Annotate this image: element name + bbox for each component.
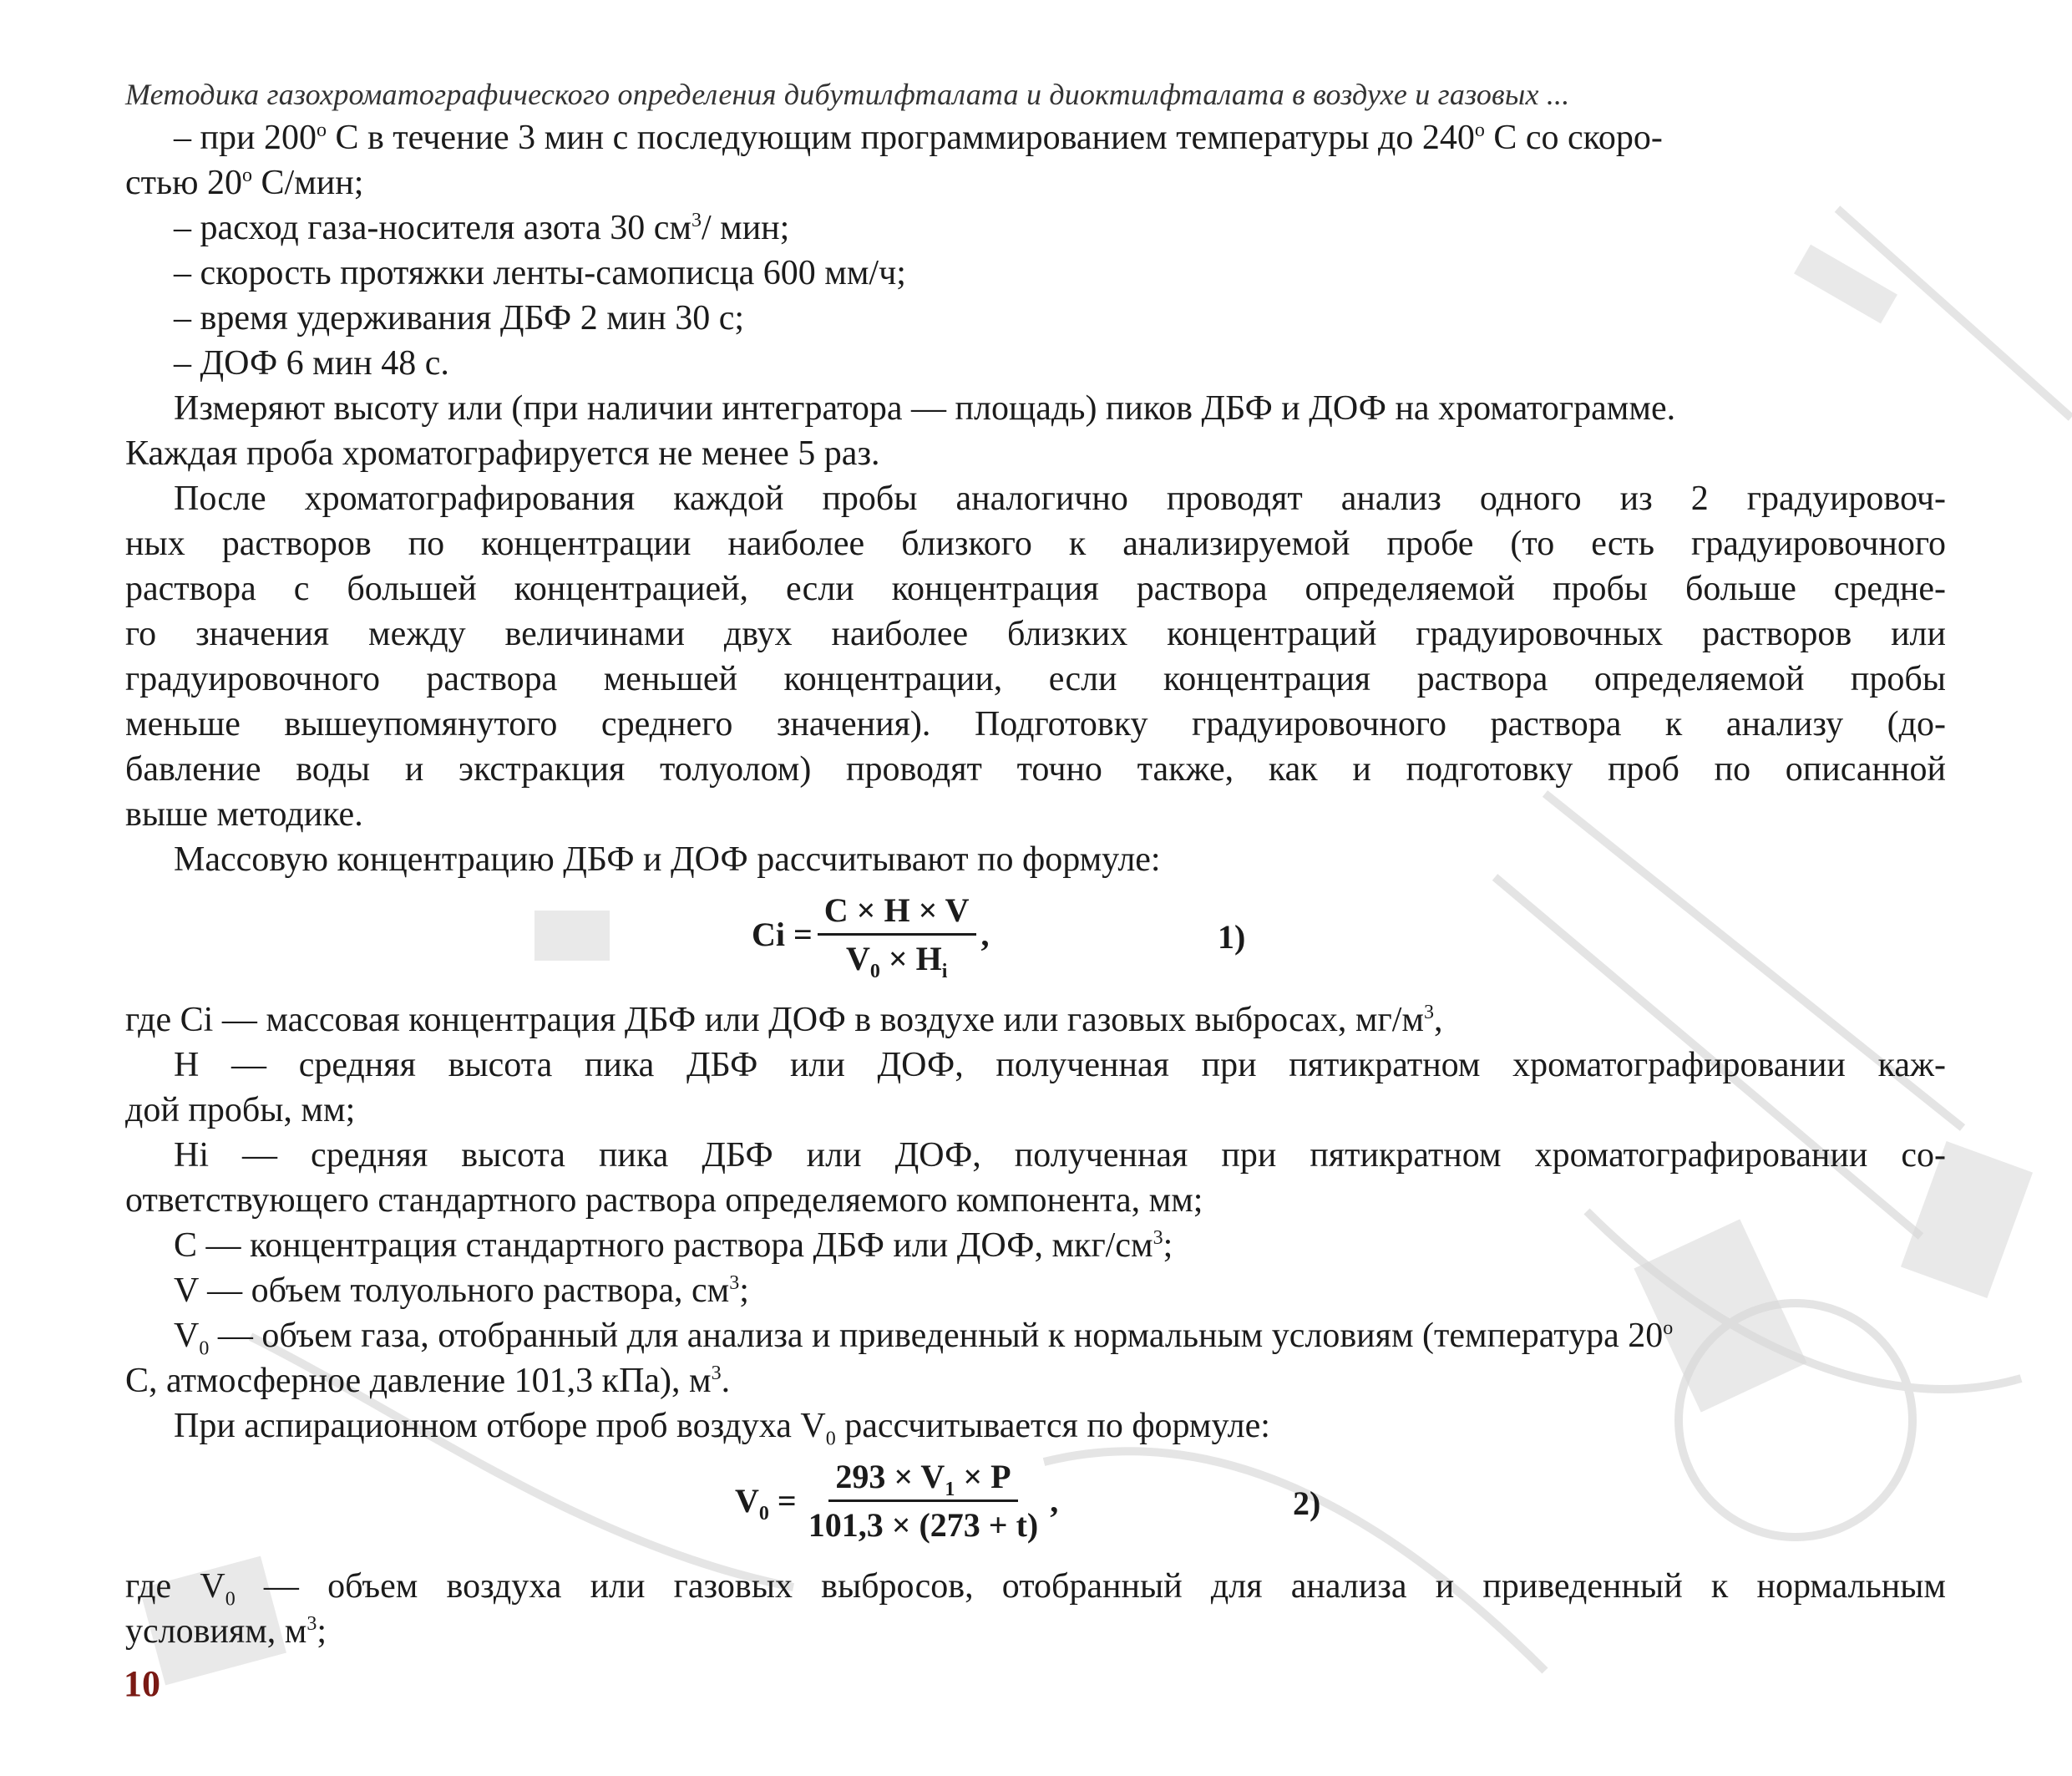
def-ci: где Ci — массовая концентрация ДБФ или ДОФ в воздухе или газовых выбросах, $мг/м^3$, bbox=[125, 1001, 1443, 1039]
formula-2-numerator: $293 \times V_1 \times P$ bbox=[828, 1457, 1017, 1502]
measure-paragraph-line-1: Измеряют высоту или (при наличии интегратора — площадь) пиков ДБФ и ДОФ на хроматограмме. bbox=[174, 389, 1676, 428]
def-v: V — объем толуольного раствора, $см^3$; bbox=[174, 1271, 749, 1310]
condition-temperature-line-1: – при 200$^o$ С в течение 3 мин с последующим программированием температуры до 240$^o$ С со скоро- bbox=[174, 119, 1663, 157]
formula-2-lhs: $V_0$ = bbox=[735, 1482, 797, 1525]
calibration-paragraph-line-1: После хроматографирования каждой пробы аналогично проводят анализ одного из 2 градуировоч- bbox=[174, 480, 1946, 518]
calibration-paragraph-line-3: раствора с большей концентрацией, если концентрация раствора определяемой пробы больше средне- bbox=[125, 570, 1946, 608]
final-def-line-1: где $V_0$ — объем воздуха или газовых выбросов, отобранный для анализа и приведенный к нормальным bbox=[125, 1567, 1946, 1611]
formula-2-fraction bbox=[802, 1457, 1046, 1545]
formula-1 bbox=[125, 885, 1946, 994]
formula-2-comma: , bbox=[1050, 1482, 1059, 1520]
def-hi-line-2: ответствующего стандартного раствора определяемого компонента, мм; bbox=[125, 1181, 1203, 1220]
formula-2-denominator: 101,3 × (273 + t) bbox=[808, 1506, 1039, 1544]
def-h-line-1: Н — средняя высота пика ДБФ или ДОФ, полученная при пятикратном хроматографировании каж- bbox=[174, 1046, 1946, 1084]
page-number: 10 bbox=[124, 1663, 160, 1704]
running-header: Методика газохроматографического определения дибутилфталата и диоктилфталата в воздухе и газовых ... bbox=[125, 78, 1570, 111]
measure-paragraph-line-2: Каждая проба хроматографируется не менее 5 раз. bbox=[125, 434, 880, 473]
formula-2-expression bbox=[735, 1457, 1058, 1545]
condition-temperature-line-2: стью 20$^o$ С/мин; bbox=[125, 164, 364, 202]
calibration-paragraph-line-5: градуировочного раствора меньшей концентрации, если концентрация раствора определяемой пробы bbox=[125, 660, 1946, 698]
def-hi-line-1: Hi — средняя высота пика ДБФ или ДОФ, полученная при пятикратном хроматографировании со- bbox=[174, 1136, 1946, 1175]
def-c: С — концентрация стандартного раствора ДБФ или ДОФ, мкг/$см^3$; bbox=[174, 1226, 1173, 1265]
condition-carrier-gas: – расход газа-носителя азота 30 $см^3/$ мин; bbox=[174, 209, 790, 247]
formula-2-number: 2) bbox=[1293, 1484, 1321, 1522]
condition-retention-dbf: – время удерживания ДБФ 2 мин 30 с; bbox=[174, 299, 745, 337]
formula-1-number: 1) bbox=[1218, 918, 1246, 956]
formula-1-numerator: C × H × V bbox=[818, 891, 976, 936]
formula-1-expression bbox=[752, 891, 990, 982]
calibration-paragraph-line-8: выше методике. bbox=[125, 795, 363, 834]
mass-concentration-intro: Массовую концентрацию ДБФ и ДОФ рассчитывают по формуле: bbox=[174, 840, 1161, 879]
formula-1-fraction bbox=[818, 891, 976, 982]
formula-1-lhs: Ci = bbox=[752, 916, 813, 953]
formula-2 bbox=[125, 1452, 1946, 1560]
condition-retention-dof: – ДОФ 6 мин 48 с. bbox=[174, 344, 449, 383]
calibration-paragraph-line-6: меньше вышеупомянутого среднего значения). Подготовку градуировочного раствора к анализу (до- bbox=[125, 705, 1946, 743]
formula-1-comma: , bbox=[980, 916, 990, 953]
formula-1-denominator: $V_0 \times H_i$ bbox=[845, 940, 948, 982]
final-def-line-2: условиям, $м^3$; bbox=[125, 1612, 327, 1651]
def-v0-line-1: $V_0$ — объем газа, отобранный для анализа и приведенный к нормальным условиям (температура 20$^o$ bbox=[174, 1317, 1674, 1360]
document-page bbox=[125, 77, 1946, 1654]
calibration-paragraph-line-7: бавление воды и экстракция толуолом) проводят точно также, как и подготовку проб по описанной bbox=[125, 750, 1946, 789]
calibration-paragraph-line-4: го значения между величинами двух наиболее близких концентраций градуировочных растворов или bbox=[125, 615, 1946, 653]
def-h-line-2: дой пробы, мм; bbox=[125, 1091, 356, 1129]
def-v0-line-2: С, атмосферное давление 101,3 кПа), $м^3$. bbox=[125, 1362, 731, 1400]
condition-chart-speed: – скорость протяжки ленты-самописца 600 мм/ч; bbox=[174, 254, 906, 292]
aspiration-intro: При аспирационном отборе проб воздуха $V_0$ рассчитывается по формуле: bbox=[174, 1407, 1270, 1450]
calibration-paragraph-line-2: ных растворов по концентрации наиболее близкого к анализируемой пробе (то есть градуировочного bbox=[125, 525, 1946, 563]
